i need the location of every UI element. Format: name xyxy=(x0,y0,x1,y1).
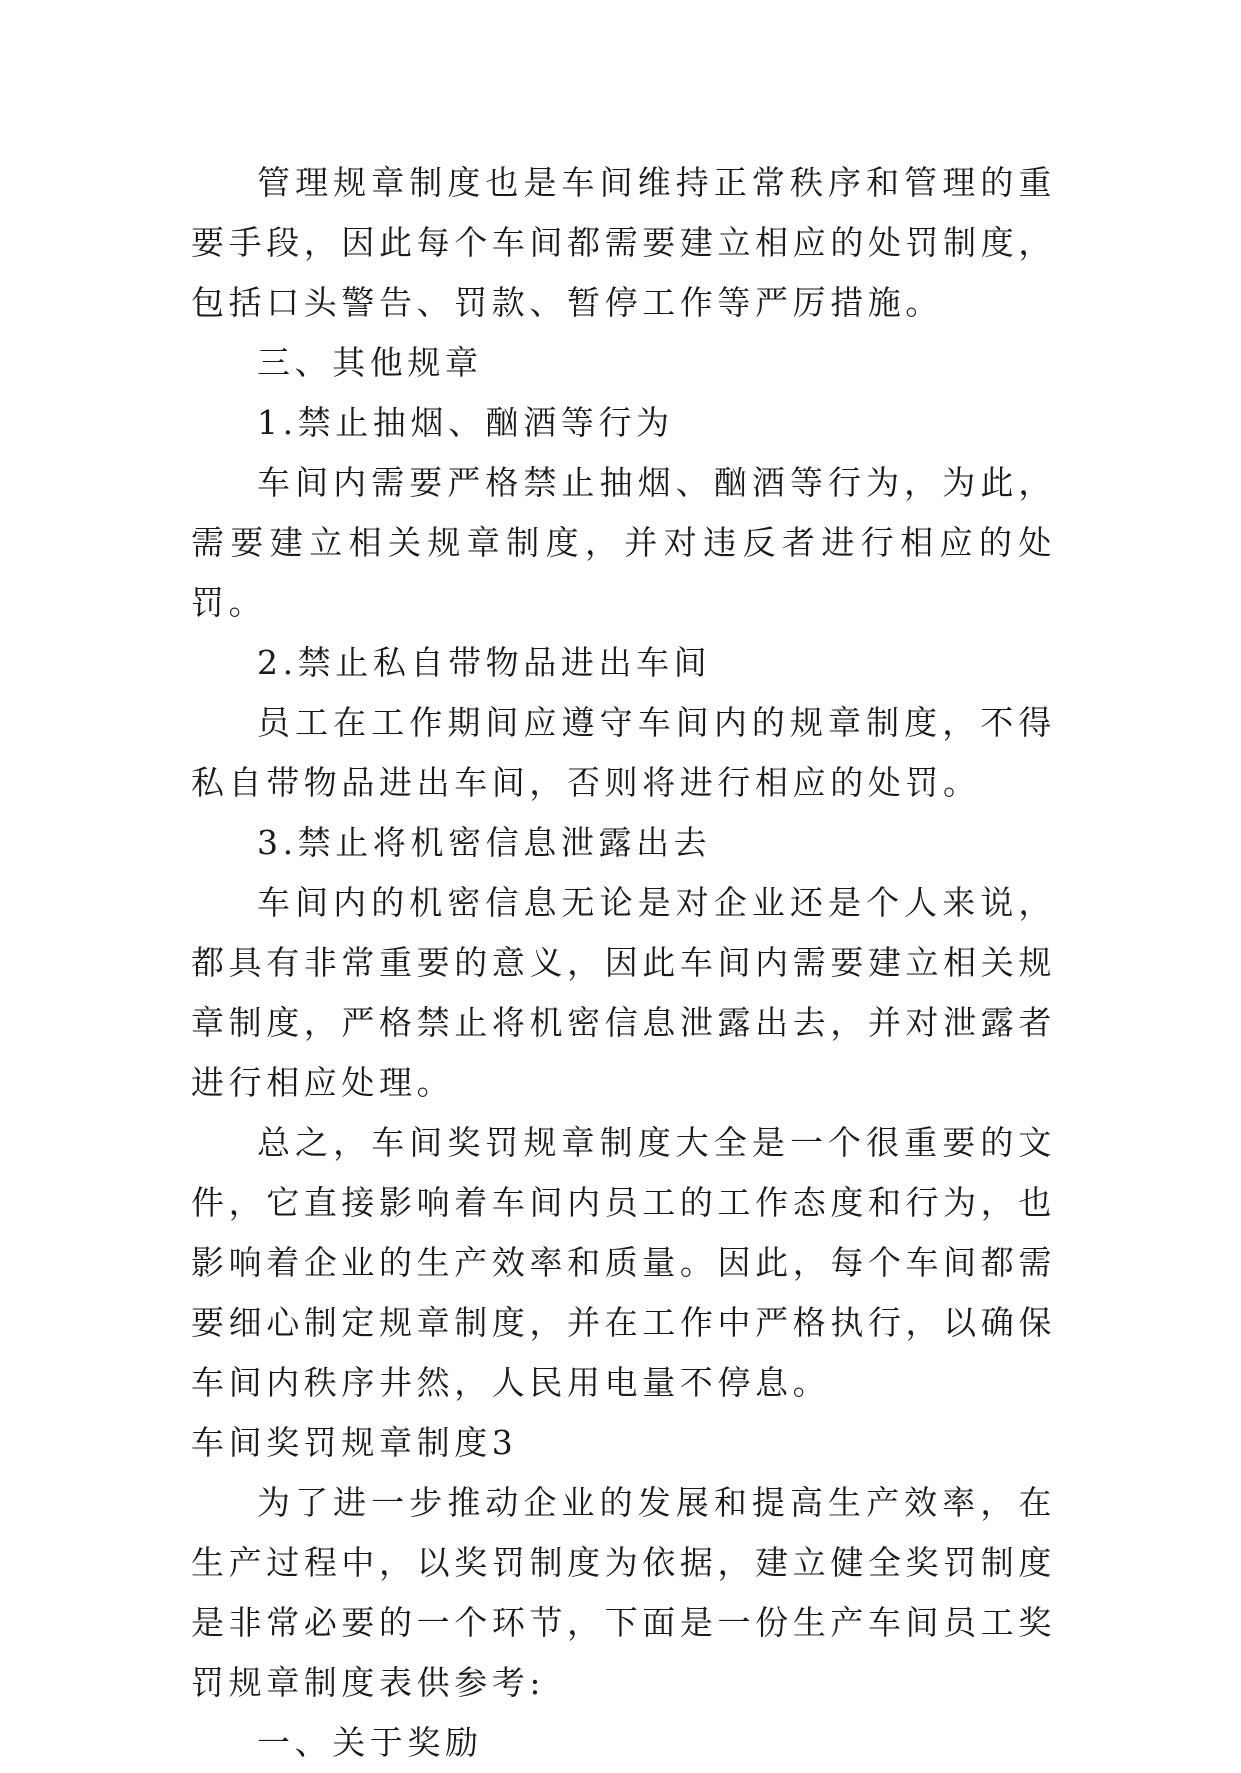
paragraph-intro: 为了进一步推动企业的发展和提高生产效率，在生产过程中，以奖罚制度为依据，建立健全奖罚制度是非常必要的一个环节，下面是一份生产车间员工奖罚规章制度表供参考: xyxy=(191,1483,1056,1702)
paragraph-penalty-system: 管理规章制度也是车间维持正常秩序和管理的重要手段，因此每个车间都需要建立相应的处罚制度，包括口头警告、罚款、暂停工作等严厉措施。 xyxy=(191,163,1056,322)
document-page xyxy=(191,153,1056,1773)
rule-confidential-title: 3.禁止将机密信息泄露出去 xyxy=(257,823,712,862)
rule-no-smoking-body: 车间内需要严格禁止抽烟、酗酒等行为，为此，需要建立相关规章制度，并对违反者进行相应的处罚。 xyxy=(191,463,1056,622)
subheading-other-rules: 三、其他规章 xyxy=(257,343,483,382)
rule-no-items-title: 2.禁止私自带物品进出车间 xyxy=(257,643,712,682)
section-title: 车间奖罚规章制度3 xyxy=(191,1423,518,1462)
rule-confidential-body: 车间内的机密信息无论是对企业还是个人来说，都具有非常重要的意义，因此车间内需要建立相关规章制度，严格禁止将机密信息泄露出去，并对泄露者进行相应处理。 xyxy=(191,883,1056,1102)
subheading-rewards: 一、关于奖励 xyxy=(257,1723,483,1762)
rule-no-items-body: 员工在工作期间应遵守车间内的规章制度，不得私自带物品进出车间，否则将进行相应的处罚。 xyxy=(191,703,1056,802)
paragraph-conclusion: 总之，车间奖罚规章制度大全是一个很重要的文件，它直接影响着车间内员工的工作态度和行为，也影响着企业的生产效率和质量。因此，每个车间都需要细心制定规章制度，并在工作中严格执行，以确保车间内秩序井然，人民用电量不停息。 xyxy=(191,1123,1056,1402)
rule-no-smoking-title: 1.禁止抽烟、酗酒等行为 xyxy=(257,403,674,442)
